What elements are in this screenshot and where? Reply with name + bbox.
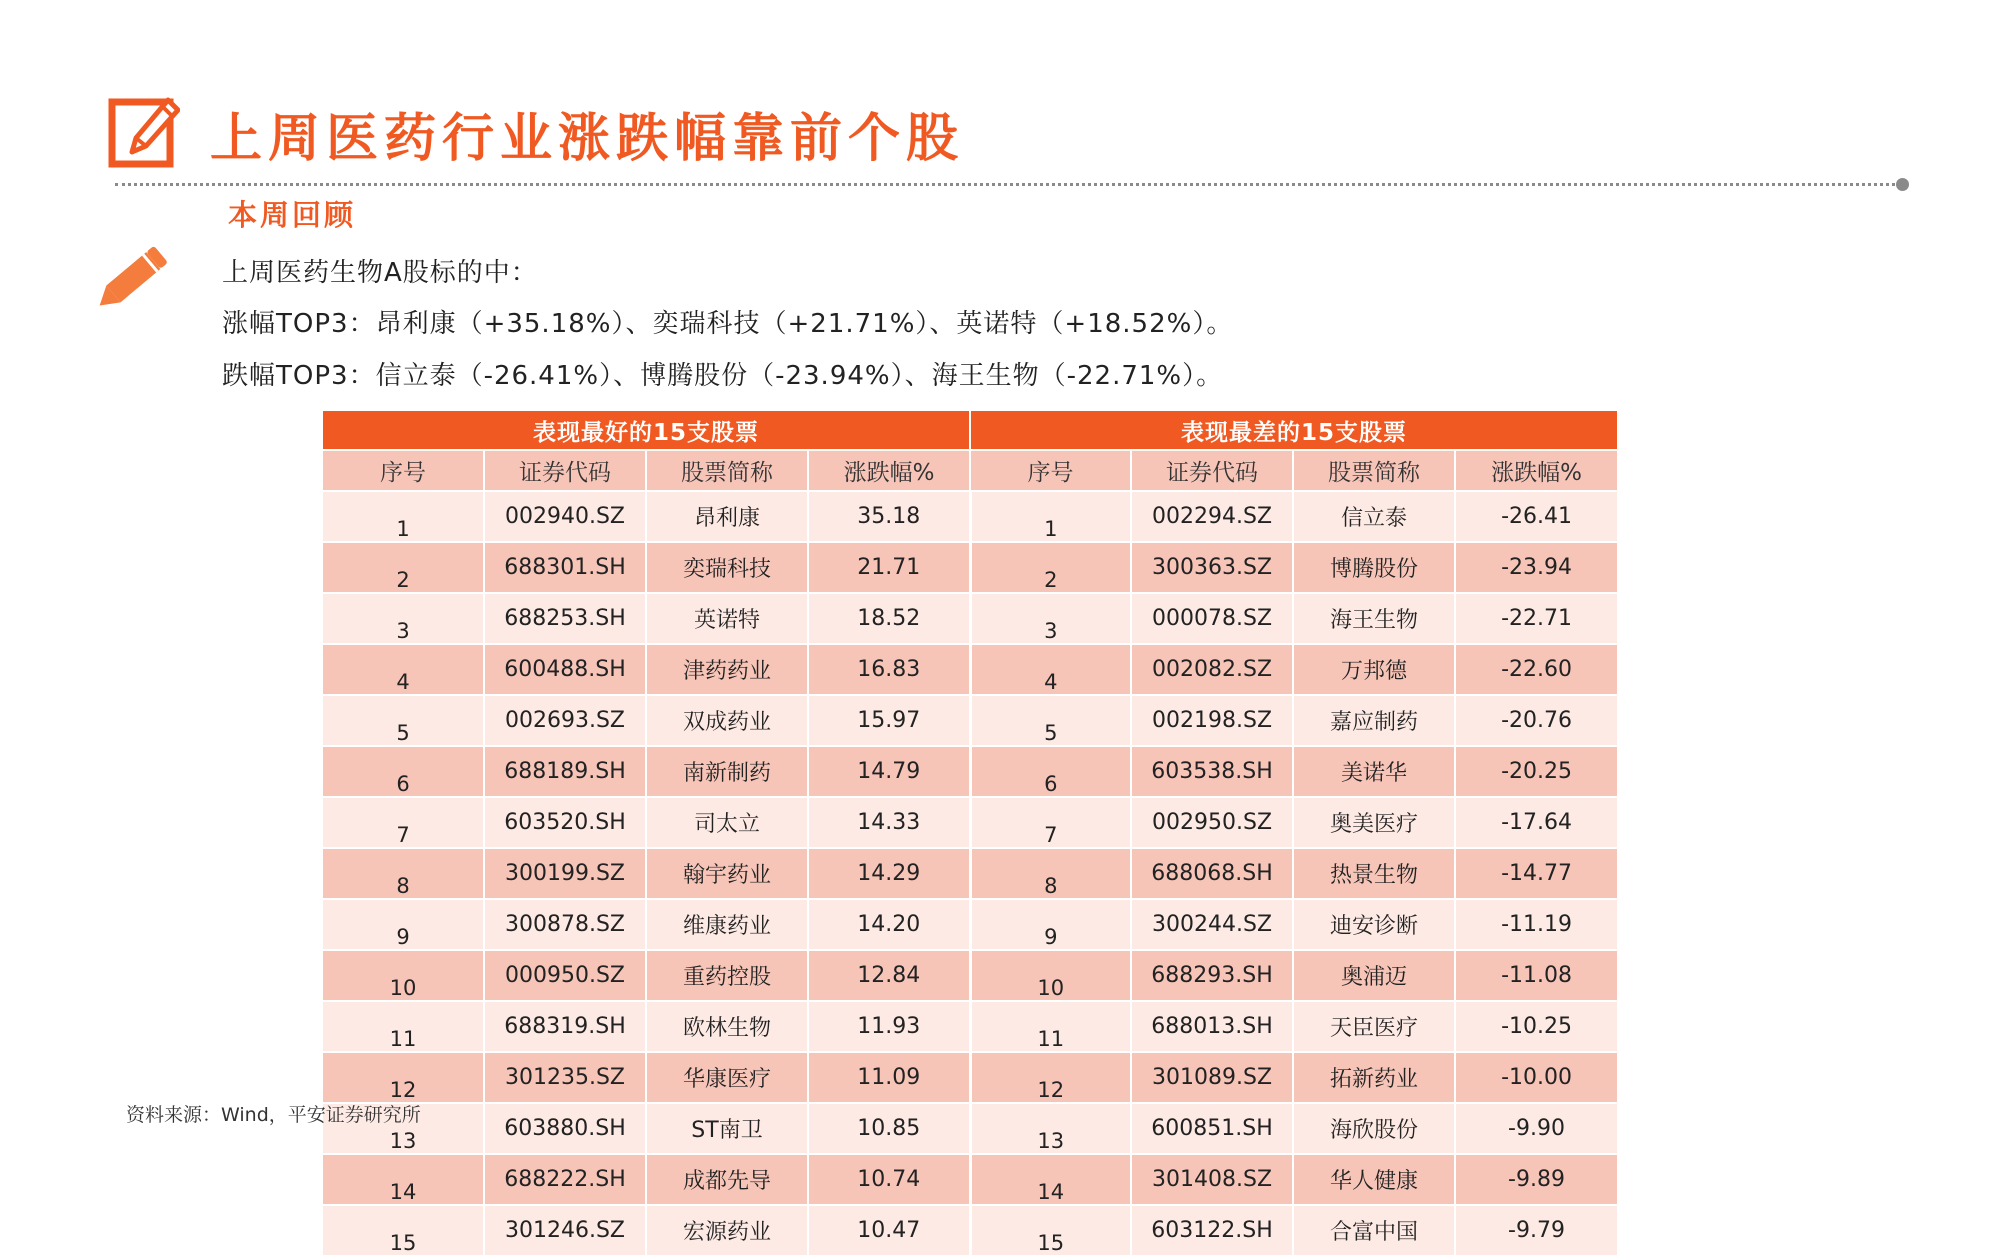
title-divider (115, 183, 1901, 186)
best-code-cell: 300199.SZ (484, 848, 646, 899)
table-row (323, 848, 1618, 899)
worst-change-pct-cell: -14.77 (1455, 848, 1618, 899)
worst-code-cell: 688013.SH (1131, 1001, 1293, 1052)
best-stock-name-cell: 司太立 (646, 797, 808, 848)
best-change-pct-cell: 14.79 (808, 746, 970, 797)
best-rank-cell: 6 (323, 746, 484, 797)
best-rank-cell: 7 (323, 797, 484, 848)
worst-stock-name-cell: 拓新药业 (1293, 1052, 1455, 1103)
table-row (323, 1103, 1618, 1154)
worst-rank-cell: 1 (970, 491, 1131, 542)
best-stock-name-cell: 昂利康 (646, 491, 808, 542)
worst-stock-name-cell: 热景生物 (1293, 848, 1455, 899)
source-note: 资料来源：Wind，平安证券研究所 (126, 1104, 421, 1126)
worst-change-pct-cell: -20.25 (1455, 746, 1618, 797)
table-row (323, 797, 1618, 848)
column-header: 涨跌幅% (808, 450, 970, 491)
table-row (323, 542, 1618, 593)
best-change-pct-cell: 14.29 (808, 848, 970, 899)
worst-rank-cell: 3 (970, 593, 1131, 644)
best-stock-name-cell: 成都先导 (646, 1154, 808, 1205)
worst-change-pct-cell: -11.19 (1455, 899, 1618, 950)
table-row (323, 1205, 1618, 1255)
best-rank-cell: 10 (323, 950, 484, 1001)
worst-stock-name-cell: 海欣股份 (1293, 1103, 1455, 1154)
best-rank-cell: 8 (323, 848, 484, 899)
best-change-pct-cell: 12.84 (808, 950, 970, 1001)
best-change-pct-cell: 21.71 (808, 542, 970, 593)
best-code-cell: 688319.SH (484, 1001, 646, 1052)
best-stock-name-cell: 双成药业 (646, 695, 808, 746)
best-stock-name-cell: 津药药业 (646, 644, 808, 695)
best-stock-name-cell: 奕瑞科技 (646, 542, 808, 593)
worst-rank-cell: 5 (970, 695, 1131, 746)
column-header: 涨跌幅% (1455, 450, 1618, 491)
worst-code-cell: 301408.SZ (1131, 1154, 1293, 1205)
best-code-cell: 301246.SZ (484, 1205, 646, 1255)
best-change-pct-cell: 14.33 (808, 797, 970, 848)
worst-change-pct-cell: -11.08 (1455, 950, 1618, 1001)
best-stock-name-cell: 英诺特 (646, 593, 808, 644)
best-stock-name-cell: 维康药业 (646, 899, 808, 950)
best-change-pct-cell: 14.20 (808, 899, 970, 950)
best-change-pct-cell: 15.97 (808, 695, 970, 746)
worst-code-cell: 300244.SZ (1131, 899, 1293, 950)
best-code-cell: 002940.SZ (484, 491, 646, 542)
best-rank-cell: 14 (323, 1154, 484, 1205)
worst-change-pct-cell: -22.71 (1455, 593, 1618, 644)
worst-change-pct-cell: -9.89 (1455, 1154, 1618, 1205)
table-row (323, 746, 1618, 797)
best-code-cell: 688301.SH (484, 542, 646, 593)
best-rank-cell: 11 (323, 1001, 484, 1052)
best-change-pct-cell: 18.52 (808, 593, 970, 644)
column-header: 证券代码 (484, 450, 646, 491)
best-stock-name-cell: 欧林生物 (646, 1001, 808, 1052)
worst-code-cell: 300363.SZ (1131, 542, 1293, 593)
column-header: 证券代码 (1131, 450, 1293, 491)
worst-code-cell: 002294.SZ (1131, 491, 1293, 542)
table-row (323, 644, 1618, 695)
page-title: 上周医药行业涨跌幅靠前个股 (210, 108, 965, 169)
best-rank-cell: 9 (323, 899, 484, 950)
worst-change-pct-cell: -17.64 (1455, 797, 1618, 848)
best-code-cell: 301235.SZ (484, 1052, 646, 1103)
worst-rank-cell: 2 (970, 542, 1131, 593)
best-change-pct-cell: 11.93 (808, 1001, 970, 1052)
worst-code-cell: 002198.SZ (1131, 695, 1293, 746)
best-rank-cell: 3 (323, 593, 484, 644)
best-code-cell: 000950.SZ (484, 950, 646, 1001)
worst-stock-name-cell: 海王生物 (1293, 593, 1455, 644)
best-code-cell: 300878.SZ (484, 899, 646, 950)
best-change-pct-cell: 10.85 (808, 1103, 970, 1154)
column-header: 序号 (970, 450, 1131, 491)
table-row (323, 593, 1618, 644)
best-rank-cell: 15 (323, 1205, 484, 1255)
best-rank-cell: 5 (323, 695, 484, 746)
worst-rank-cell: 4 (970, 644, 1131, 695)
table-row (323, 1154, 1618, 1205)
worst-stock-name-cell: 嘉应制药 (1293, 695, 1455, 746)
best-code-cell: 603520.SH (484, 797, 646, 848)
column-header: 股票简称 (1293, 450, 1455, 491)
best-group-header: 表现最好的15支股票 (323, 411, 970, 450)
best-change-pct-cell: 11.09 (808, 1052, 970, 1103)
worst-change-pct-cell: -23.94 (1455, 542, 1618, 593)
best-rank-cell: 12 (323, 1052, 484, 1103)
worst-change-pct-cell: -20.76 (1455, 695, 1618, 746)
worst-code-cell: 600851.SH (1131, 1103, 1293, 1154)
worst-stock-name-cell: 天臣医疗 (1293, 1001, 1455, 1052)
edit-square-icon (108, 92, 180, 170)
worst-code-cell: 603538.SH (1131, 746, 1293, 797)
worst-rank-cell: 8 (970, 848, 1131, 899)
worst-stock-name-cell: 信立泰 (1293, 491, 1455, 542)
best-code-cell: 600488.SH (484, 644, 646, 695)
worst-stock-name-cell: 合富中国 (1293, 1205, 1455, 1255)
best-code-cell: 688222.SH (484, 1154, 646, 1205)
stock-performance-table (323, 411, 1618, 1255)
table-row (323, 1052, 1618, 1103)
worst-stock-name-cell: 万邦德 (1293, 644, 1455, 695)
best-change-pct-cell: 10.47 (808, 1205, 970, 1255)
best-stock-name-cell: 华康医疗 (646, 1052, 808, 1103)
column-header: 股票简称 (646, 450, 808, 491)
worst-rank-cell: 12 (970, 1052, 1131, 1103)
best-rank-cell: 13 (323, 1103, 484, 1154)
best-stock-name-cell: 重药控股 (646, 950, 808, 1001)
best-code-cell: 688253.SH (484, 593, 646, 644)
table-body (323, 491, 1618, 1255)
divider-end-dot (1896, 178, 1909, 191)
worst-change-pct-cell: -10.00 (1455, 1052, 1618, 1103)
worst-code-cell: 603122.SH (1131, 1205, 1293, 1255)
worst-rank-cell: 13 (970, 1103, 1131, 1154)
best-code-cell: 002693.SZ (484, 695, 646, 746)
table-row (323, 1001, 1618, 1052)
worst-code-cell: 301089.SZ (1131, 1052, 1293, 1103)
worst-rank-cell: 9 (970, 899, 1131, 950)
best-change-pct-cell: 10.74 (808, 1154, 970, 1205)
worst-stock-name-cell: 美诺华 (1293, 746, 1455, 797)
worst-change-pct-cell: -26.41 (1455, 491, 1618, 542)
worst-code-cell: 688068.SH (1131, 848, 1293, 899)
worst-code-cell: 002950.SZ (1131, 797, 1293, 848)
worst-change-pct-cell: -9.90 (1455, 1103, 1618, 1154)
worst-rank-cell: 7 (970, 797, 1131, 848)
best-rank-cell: 4 (323, 644, 484, 695)
worst-change-pct-cell: -10.25 (1455, 1001, 1618, 1052)
best-rank-cell: 2 (323, 542, 484, 593)
worst-stock-name-cell: 迪安诊断 (1293, 899, 1455, 950)
worst-rank-cell: 14 (970, 1154, 1131, 1205)
worst-stock-name-cell: 奥美医疗 (1293, 797, 1455, 848)
worst-stock-name-cell: 博腾股份 (1293, 542, 1455, 593)
worst-code-cell: 000078.SZ (1131, 593, 1293, 644)
worst-stock-name-cell: 奥浦迈 (1293, 950, 1455, 1001)
table-row (323, 899, 1618, 950)
summary-top-gainers: 涨幅TOP3：昂利康（+35.18%）、奕瑞科技（+21.71%）、英诺特（+18.52%）。 (222, 309, 1234, 339)
best-rank-cell: 1 (323, 491, 484, 542)
worst-code-cell: 002082.SZ (1131, 644, 1293, 695)
table-row (323, 695, 1618, 746)
worst-rank-cell: 15 (970, 1205, 1131, 1255)
table-row (323, 950, 1618, 1001)
worst-group-header: 表现最差的15支股票 (970, 411, 1618, 450)
column-header: 序号 (323, 450, 484, 491)
worst-change-pct-cell: -9.79 (1455, 1205, 1618, 1255)
summary-intro: 上周医药生物A股标的中： (222, 258, 538, 288)
best-code-cell: 603880.SH (484, 1103, 646, 1154)
worst-rank-cell: 11 (970, 1001, 1131, 1052)
worst-rank-cell: 10 (970, 950, 1131, 1001)
summary-top-losers: 跌幅TOP3：信立泰（-26.41%）、博腾股份（-23.94%）、海王生物（-22.71%）。 (222, 361, 1224, 391)
best-stock-name-cell: 宏源药业 (646, 1205, 808, 1255)
best-change-pct-cell: 16.83 (808, 644, 970, 695)
best-code-cell: 688189.SH (484, 746, 646, 797)
best-change-pct-cell: 35.18 (808, 491, 970, 542)
worst-rank-cell: 6 (970, 746, 1131, 797)
best-stock-name-cell: ST南卫 (646, 1103, 808, 1154)
best-stock-name-cell: 翰宇药业 (646, 848, 808, 899)
worst-code-cell: 688293.SH (1131, 950, 1293, 1001)
pencil-icon (88, 232, 180, 324)
section-heading: 本周回顾 (228, 198, 357, 232)
table-row (323, 491, 1618, 542)
worst-change-pct-cell: -22.60 (1455, 644, 1618, 695)
best-stock-name-cell: 南新制药 (646, 746, 808, 797)
worst-stock-name-cell: 华人健康 (1293, 1154, 1455, 1205)
